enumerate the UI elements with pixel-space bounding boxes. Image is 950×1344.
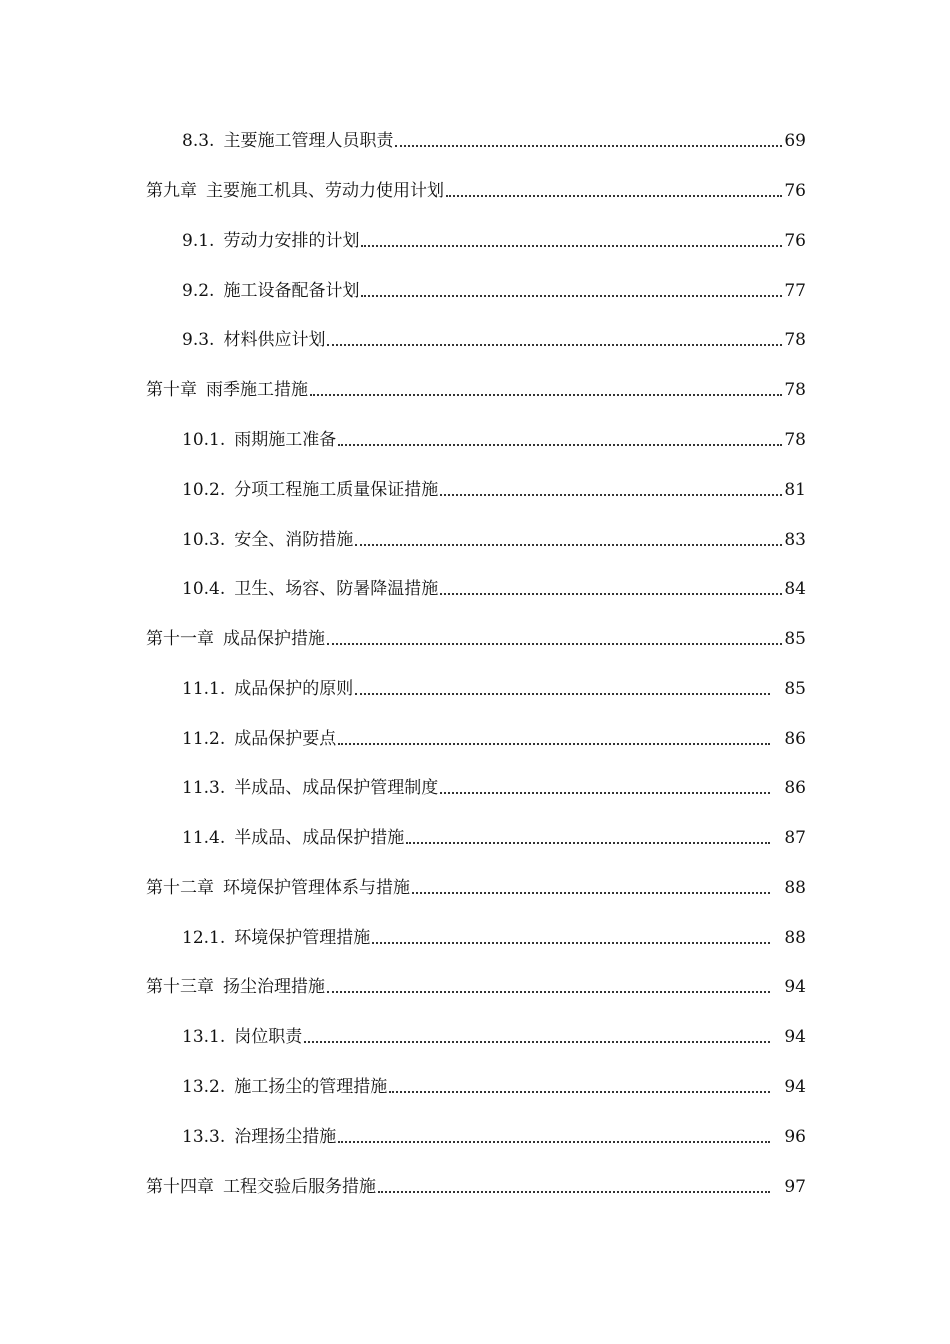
dot-leader xyxy=(395,145,782,147)
toc-entry-13-1[interactable] xyxy=(182,1020,806,1048)
toc-page-number: 78 xyxy=(784,430,806,450)
toc-number: 第十一章 xyxy=(146,629,214,649)
dot-leader xyxy=(338,444,782,446)
toc-number: 10.3. xyxy=(182,530,226,550)
toc-page-number: 84 xyxy=(784,579,806,599)
toc-number: 第十三章 xyxy=(146,977,214,997)
dot-leader xyxy=(440,494,782,496)
toc-page-number: 78 xyxy=(784,330,806,350)
toc-number: 11.4. xyxy=(182,828,226,848)
toc-page-number: 76 xyxy=(784,231,806,251)
toc-entry-9-1[interactable] xyxy=(182,224,806,252)
toc-page-number: 94 xyxy=(784,1077,806,1097)
toc-entry-10-1[interactable] xyxy=(182,423,806,451)
toc-entry-10-4[interactable] xyxy=(182,572,806,600)
toc-number: 11.3. xyxy=(182,778,226,798)
dot-leader xyxy=(338,1141,770,1143)
dot-leader xyxy=(304,1041,770,1043)
toc-entry-10-2[interactable] xyxy=(182,473,806,501)
toc-number: 12.1. xyxy=(182,928,226,948)
toc-page-number: 85 xyxy=(784,679,806,699)
toc-title: 岗位职责 xyxy=(234,1027,303,1047)
toc-title: 工程交验后服务措施 xyxy=(223,1177,376,1197)
dot-leader xyxy=(355,544,782,546)
dot-leader xyxy=(446,195,782,197)
dot-leader xyxy=(361,295,782,297)
toc-number: 第十章 xyxy=(146,380,197,400)
toc-entry-11-2[interactable] xyxy=(182,722,806,750)
toc-title: 主要施工机具、劳动力使用计划 xyxy=(206,181,444,201)
dot-leader xyxy=(310,394,782,396)
toc-title: 施工设备配备计划 xyxy=(223,281,360,301)
toc-entry-chapter-13[interactable] xyxy=(146,970,806,998)
toc-title: 卫生、场容、防暑降温措施 xyxy=(234,579,439,599)
toc-title: 劳动力安排的计划 xyxy=(223,231,360,251)
toc-number: 10.4. xyxy=(182,579,226,599)
toc-title: 环境保护管理体系与措施 xyxy=(223,878,410,898)
toc-number: 9.3. xyxy=(182,330,215,350)
dot-leader xyxy=(327,344,782,346)
toc-entry-11-3[interactable] xyxy=(182,771,806,799)
toc-title: 成品保护的原则 xyxy=(234,679,354,699)
toc-title: 主要施工管理人员职责 xyxy=(223,131,394,151)
toc-entry-chapter-14[interactable] xyxy=(146,1170,806,1198)
toc-page-number: 81 xyxy=(784,480,806,500)
toc-title: 治理扬尘措施 xyxy=(234,1127,337,1147)
dot-leader xyxy=(327,991,770,993)
toc-page-number: 69 xyxy=(784,131,806,151)
toc-number: 11.1. xyxy=(182,679,226,699)
toc-entry-chapter-10[interactable] xyxy=(146,373,806,401)
toc-page-number: 88 xyxy=(784,928,806,948)
toc-title: 分项工程施工质量保证措施 xyxy=(234,480,439,500)
toc-page-number: 77 xyxy=(784,281,806,301)
toc-title: 雨季施工措施 xyxy=(206,380,308,400)
toc-entry-9-3[interactable] xyxy=(182,323,806,351)
toc-page-number: 86 xyxy=(784,729,806,749)
toc-title: 半成品、成品保护措施 xyxy=(234,828,405,848)
toc-entry-chapter-9[interactable] xyxy=(146,174,806,202)
dot-leader xyxy=(440,792,770,794)
toc-page-number: 76 xyxy=(784,181,806,201)
toc-number: 11.2. xyxy=(182,729,226,749)
toc-title: 环境保护管理措施 xyxy=(234,928,371,948)
dot-leader xyxy=(440,593,782,595)
toc-page-number: 78 xyxy=(784,380,806,400)
dot-leader xyxy=(412,892,770,894)
toc-page-number: 96 xyxy=(784,1127,806,1147)
toc-number: 第十二章 xyxy=(146,878,214,898)
toc-page-number: 94 xyxy=(784,1027,806,1047)
toc-title: 成品保护要点 xyxy=(234,729,337,749)
toc-number: 9.1. xyxy=(182,231,215,251)
toc-page-number: 85 xyxy=(784,629,806,649)
toc-title: 半成品、成品保护管理制度 xyxy=(234,778,439,798)
toc-page-number: 97 xyxy=(784,1177,806,1197)
dot-leader xyxy=(378,1191,770,1193)
toc-title: 施工扬尘的管理措施 xyxy=(234,1077,388,1097)
toc-page-number: 94 xyxy=(784,977,806,997)
toc-entry-9-2[interactable] xyxy=(182,274,806,302)
toc-title: 成品保护措施 xyxy=(223,629,325,649)
toc-entry-13-3[interactable] xyxy=(182,1120,806,1148)
toc-page-number: 83 xyxy=(784,530,806,550)
dot-leader xyxy=(389,1091,770,1093)
toc-entry-10-3[interactable] xyxy=(182,523,806,551)
toc-number: 13.1. xyxy=(182,1027,226,1047)
toc-title: 雨期施工准备 xyxy=(234,430,337,450)
dot-leader xyxy=(361,245,782,247)
dot-leader xyxy=(355,693,770,695)
toc-entry-12-1[interactable] xyxy=(182,921,806,949)
toc-number: 9.2. xyxy=(182,281,215,301)
toc-entry-chapter-11[interactable] xyxy=(146,622,806,650)
toc-page-number: 86 xyxy=(784,778,806,798)
dot-leader xyxy=(327,643,782,645)
toc-number: 13.2. xyxy=(182,1077,226,1097)
toc-entry-chapter-12[interactable] xyxy=(146,871,806,899)
toc-entry-11-1[interactable] xyxy=(182,672,806,700)
toc-title: 扬尘治理措施 xyxy=(223,977,325,997)
toc-number: 第九章 xyxy=(146,181,197,201)
toc-title: 材料供应计划 xyxy=(223,330,326,350)
toc-title: 安全、消防措施 xyxy=(234,530,354,550)
dot-leader xyxy=(338,743,770,745)
toc-page-number: 87 xyxy=(784,828,806,848)
toc-number: 8.3. xyxy=(182,131,215,151)
toc-entry-11-4[interactable] xyxy=(182,821,806,849)
toc-entry-8-3[interactable] xyxy=(182,124,806,152)
toc-number: 第十四章 xyxy=(146,1177,214,1197)
toc-entry-13-2[interactable] xyxy=(182,1070,806,1098)
dot-leader xyxy=(372,942,770,944)
toc-page-number: 88 xyxy=(784,878,806,898)
dot-leader xyxy=(406,842,770,844)
toc-number: 10.1. xyxy=(182,430,226,450)
toc-number: 10.2. xyxy=(182,480,226,500)
toc-number: 13.3. xyxy=(182,1127,226,1147)
